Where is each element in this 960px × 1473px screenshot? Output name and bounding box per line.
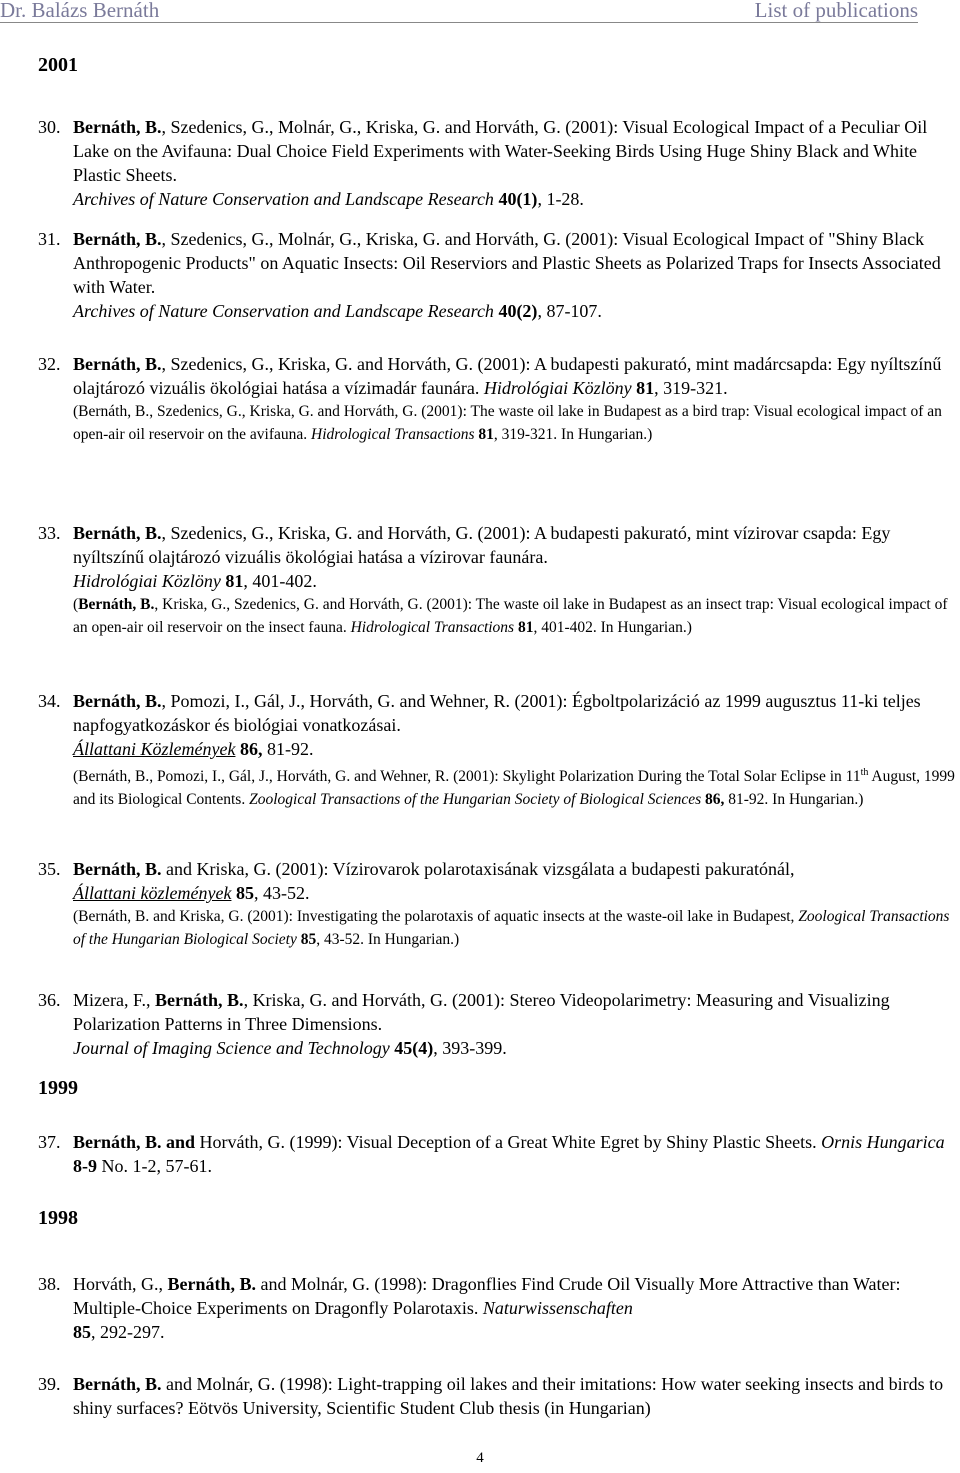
header-rule	[0, 22, 918, 23]
volume: 85	[300, 931, 317, 948]
authors: , Szedenics, G., Kriska, G. and Horváth, G.	[149, 403, 418, 420]
publication-body	[73, 988, 958, 1060]
volume: 45(4)	[394, 1038, 434, 1058]
publication-body	[73, 227, 958, 323]
authors: , Kriska, G., Szedenics, G. and Horváth, G.	[154, 596, 423, 613]
header-author: Dr. Balázs Bernáth	[0, 0, 160, 22]
publication-body	[73, 1372, 958, 1420]
title: (1998): Light-trapping oil lakes and their imitations: How water seeking insects and birds to shiny surfaces? Eötvös University, Scientific Student Club thesis (in Hungarian)	[73, 1374, 944, 1418]
journal: Zoological Transactions of the Hungarian Society of Biological Sciences	[249, 791, 702, 809]
journal: Állattani közlemények	[73, 883, 232, 903]
publication-body	[73, 1272, 958, 1344]
publication-number: 33.	[38, 523, 61, 543]
year-heading-1999: 1999	[38, 1077, 78, 1099]
publication-39	[38, 1372, 958, 1420]
year-heading-1998: 1998	[38, 1207, 78, 1229]
publication-number: 36.	[38, 990, 61, 1010]
page-number: 4	[476, 1450, 484, 1466]
translation-note	[73, 400, 958, 446]
note-text: (Bernáth, B., Pomozi, I., Gál, J., Horváth, G. and Wehner, R. (2001): Skylight Polarization During the Total Solar Eclipse in 11	[73, 768, 861, 786]
volume: 86,	[705, 791, 725, 809]
author-highlight: Bernáth, B.	[78, 596, 155, 613]
title: (2001): Visual Ecological Impact of a Peculiar Oil Lake on the Avifauna: Dual Choice Field Experiments with Water-Seeking Birds Using Huge Shiny Black and White Plastic Sheets.	[73, 117, 928, 185]
translation-note	[73, 761, 958, 811]
volume: 86,	[239, 739, 263, 759]
title: (2001): The waste oil lake in Budapest as a bird trap: Visual ecological impact of an open-air oil reservoir on the avifauna.	[73, 403, 942, 443]
author-highlight: Bernáth, B.	[73, 859, 162, 879]
journal: Zoological Transactions of the Hungarian Biological Society	[73, 908, 950, 948]
volume: 40(1)	[498, 189, 538, 209]
publication-number: 37.	[38, 1132, 61, 1152]
title: (2001): The waste oil lake in Budapest as an insect trap: Visual ecological impact of an open-air oil reservoir on the insect fauna.	[73, 596, 948, 636]
publication-number: 39.	[38, 1374, 61, 1394]
year-heading-2001: 2001	[38, 54, 78, 76]
pages: , 87-107.	[537, 301, 602, 321]
publication-body	[73, 1130, 958, 1178]
authors: and Molnár, G.	[161, 1374, 276, 1394]
volume: 85	[73, 1322, 91, 1342]
translation-note	[73, 905, 958, 951]
title: (1999): Visual Deception of a Great White Egret by Shiny Plastic Sheets.	[285, 1132, 817, 1152]
note-text: August, 1999 and its Biological Contents.	[73, 768, 955, 809]
pages: , 393-399.	[433, 1038, 507, 1058]
authors: , Szedenics, G., Kriska, G. and Horváth, G.	[161, 523, 473, 543]
publication-number: 30.	[38, 117, 61, 137]
journal: Ornis Hungarica	[821, 1132, 945, 1152]
authors: Horváth, G.	[195, 1132, 286, 1152]
pages: , 292-297.	[91, 1322, 165, 1342]
paren: (	[73, 403, 79, 420]
journal: Állattani Közlemények	[73, 739, 236, 759]
publication-body	[73, 857, 958, 905]
journal: Hidrológiai Közlöny	[483, 378, 632, 398]
journal: Hidrológiai Közlöny	[73, 571, 221, 591]
pages: , 401-402.	[243, 571, 317, 591]
authors: , Szedenics, G., Molnár, G., Kriska, G. and Horváth, G.	[161, 117, 561, 137]
publication-35	[38, 857, 958, 951]
publication-36	[38, 988, 958, 1060]
title: (2001): Visual Ecological Impact of "Shiny Black Anthropogenic Products" on Aquatic Insects: Oil Reserviors and Plastic Sheets as Polarized Traps for Insects Associated with Water.	[73, 229, 941, 297]
publication-body	[73, 521, 958, 593]
header-title: List of publications	[754, 0, 918, 22]
publication-number: 32.	[38, 354, 61, 374]
publication-31	[38, 227, 958, 323]
pages: , 43-52. In Hungarian.)	[316, 931, 460, 948]
author-highlight: Bernáth, B.	[155, 990, 244, 1010]
authors-pre: Horváth, G.,	[73, 1274, 168, 1294]
author-highlight: Bernáth, B.	[73, 117, 162, 137]
volume: 81	[225, 571, 244, 591]
publication-number: 38.	[38, 1274, 61, 1294]
superscript: th	[860, 767, 869, 778]
authors: and Kriska, G.	[161, 859, 271, 879]
journal: Archives of Nature Conservation and Landscape Research	[73, 189, 494, 209]
title: (2001): A budapesti pakurató, mint vízirovar csapda: Egy nyíltszínű olajtározó vizuális ökológiai hatása a vízirovar faunára.	[73, 523, 891, 567]
publication-38	[38, 1272, 958, 1344]
volume: 40(2)	[498, 301, 538, 321]
pages: , 43-52.	[253, 883, 310, 903]
volume: 81	[478, 426, 494, 443]
pages: No. 1-2, 57-61.	[97, 1156, 212, 1176]
pages: , 319-321. In Hungarian.)	[493, 426, 653, 443]
authors: and Molnár, G.	[256, 1274, 370, 1294]
authors: , Kriska, G. and Horváth, G.	[243, 990, 448, 1010]
page-header	[0, 0, 960, 22]
journal: Hidrological Transactions	[311, 426, 475, 443]
journal: Journal of Imaging Science and Technology	[73, 1038, 390, 1058]
pages: , 1-28.	[537, 189, 584, 209]
title: (1998): Dragonflies Find Crude Oil Visually More Attractive than Water: Multiple-Choice Experiments on Dragonfly Polarotaxis.	[73, 1274, 901, 1318]
publication-body	[73, 115, 958, 211]
authors: , Szedenics, G., Molnár, G., Kriska, G. and Horváth, G.	[161, 229, 561, 249]
title: (2001): Égboltpolarizáció az 1999 augusztus 11-ki teljes napfogyatkozáskor és biológiai vonatkozásai.	[73, 691, 921, 735]
journal: Naturwissenschaften	[482, 1298, 633, 1318]
pages: 81-92.	[262, 739, 314, 759]
title: (2001): Vízirovarok polarotaxisának vizsgálata a budapesti pakuratónál,	[271, 859, 795, 879]
publication-34	[38, 689, 958, 811]
publication-number: 35.	[38, 859, 61, 879]
authors-pre: Mizera, F.,	[73, 990, 156, 1010]
pages: , 401-402. In Hungarian.)	[533, 619, 692, 636]
title: (2001): A budapesti pakurató, mint madárcsapda: Egy nyíltszínű olajtározó vizuális ökológiai hatása a vízimadár faunára.	[73, 354, 942, 398]
journal: Hidrological Transactions	[350, 619, 515, 636]
publication-37	[38, 1130, 958, 1178]
note-text: (Bernáth, B. and Kriska, G. (2001): Investigating the polarotaxis of aquatic insects at the waste-oil lake in Budapest,	[73, 908, 795, 925]
publication-body	[73, 352, 958, 400]
paren: (	[73, 596, 79, 613]
author-highlight: Bernáth, B.	[73, 229, 162, 249]
author-highlight: Bernáth, B.	[73, 1374, 162, 1394]
volume: 8-9	[73, 1156, 97, 1176]
author-highlight: Bernáth, B.	[167, 1274, 256, 1294]
publication-32	[38, 352, 958, 446]
author-highlight: Bernáth, B.	[73, 691, 162, 711]
author-highlight: Bernáth, B. and	[73, 1132, 196, 1152]
publication-33	[38, 521, 958, 639]
author-highlight: Bernáth, B.	[73, 523, 162, 543]
pages: 81-92. In Hungarian.)	[724, 791, 864, 809]
journal: Archives of Nature Conservation and Landscape Research	[73, 301, 494, 321]
pages: , 319-321.	[654, 378, 728, 398]
volume: 81	[517, 619, 534, 636]
title: (2001): Stereo Videopolarimetry: Measuring and Visualizing Polarization Patterns in Three Dimensions.	[73, 990, 890, 1034]
translation-note	[73, 593, 958, 639]
author-highlight: Bernáth, B.	[78, 403, 150, 420]
volume: 85	[235, 883, 254, 903]
publication-30	[38, 115, 958, 211]
author-highlight: Bernáth, B.	[73, 354, 162, 374]
publication-body	[73, 689, 958, 761]
publication-number: 34.	[38, 691, 61, 711]
publication-number: 31.	[38, 229, 61, 249]
authors: , Pomozi, I., Gál, J., Horváth, G. and Wehner, R.	[161, 691, 510, 711]
volume: 81	[636, 378, 655, 398]
authors: , Szedenics, G., Kriska, G. and Horváth, G.	[161, 354, 473, 374]
